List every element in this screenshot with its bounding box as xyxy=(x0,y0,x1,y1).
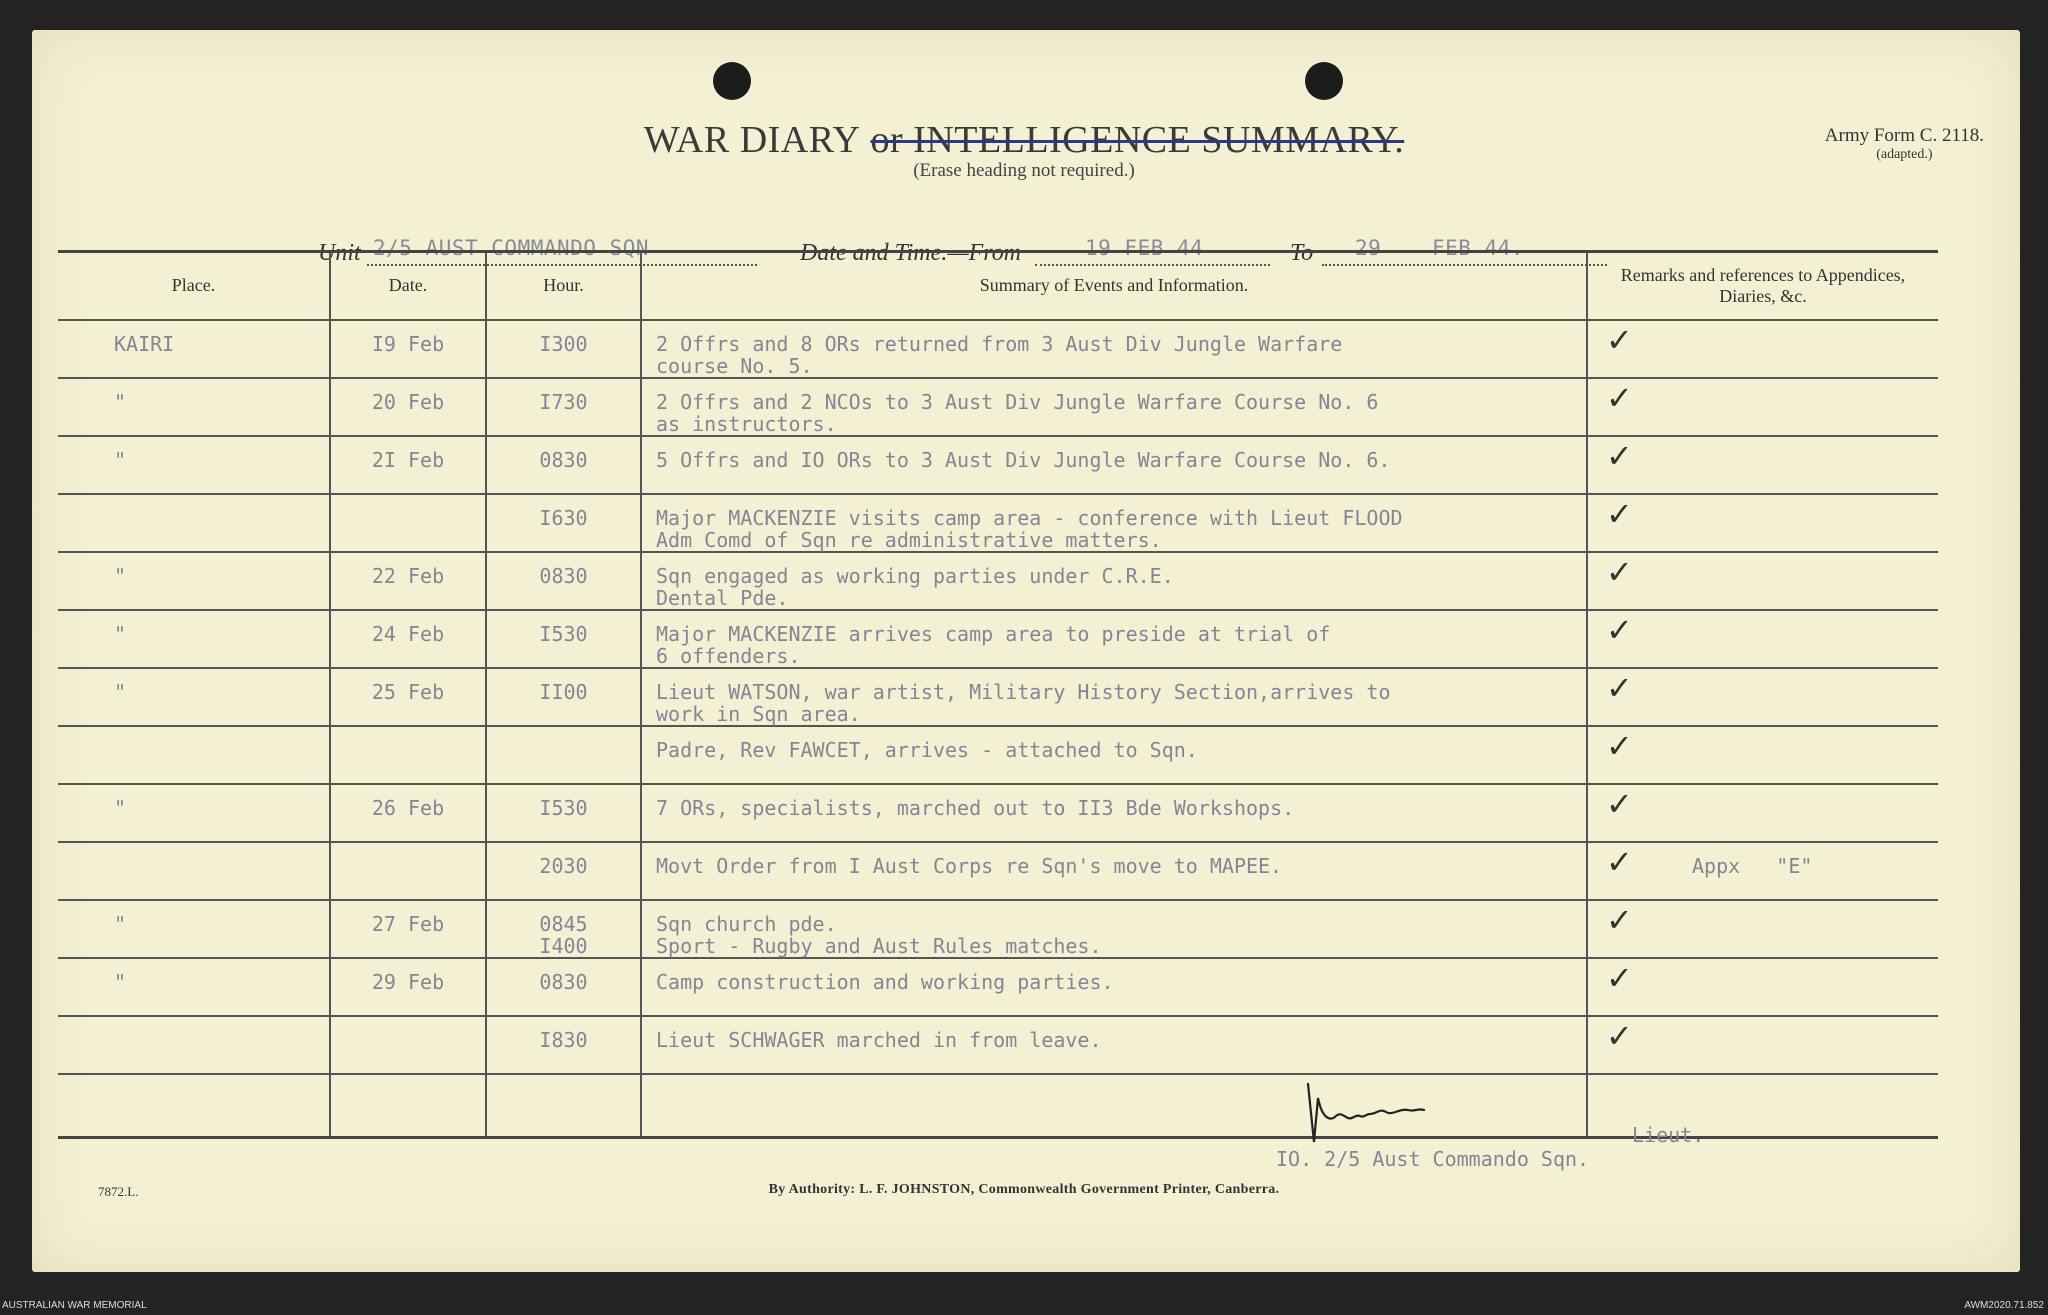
summary-line: Sqn church pde. xyxy=(656,911,837,936)
table-row xyxy=(58,726,1938,784)
place-cell xyxy=(58,1016,330,1074)
place-cell: " xyxy=(58,552,330,610)
table-row xyxy=(58,436,1938,494)
summary-line: work in Sqn area. xyxy=(656,701,861,726)
summary-line: Dental Pde. xyxy=(656,585,789,610)
summary-line: Lieut SCHWAGER marched in from leave. xyxy=(656,1027,1102,1052)
form-heading xyxy=(0,118,2048,162)
date-cell: 20 Feb xyxy=(330,378,486,436)
check-mark-icon: ✓ xyxy=(1606,320,1633,359)
check-mark-icon: ✓ xyxy=(1606,668,1633,707)
table-row xyxy=(58,320,1938,378)
table-row xyxy=(58,552,1938,610)
date-cell: 22 Feb xyxy=(330,552,486,610)
summary-line: as instructors. xyxy=(656,411,837,436)
check-mark-icon: ✓ xyxy=(1606,378,1633,417)
place-cell xyxy=(58,1074,330,1138)
summary-cell xyxy=(641,726,1587,784)
summary-cell xyxy=(641,1016,1587,1074)
punch-hole-right xyxy=(1305,62,1343,100)
place-cell: " xyxy=(58,958,330,1016)
hour-cell: 0830 xyxy=(486,958,641,1016)
hour-value: I400 xyxy=(539,933,588,958)
check-mark-icon: ✓ xyxy=(1606,552,1633,591)
hour-cell: 2030 xyxy=(486,842,641,900)
appendix-reference: Appx "E" xyxy=(1692,853,1813,878)
remarks-cell xyxy=(1587,1016,1938,1074)
title-struck: or INTELLIGENCE SUMMARY. xyxy=(870,119,1405,161)
summary-cell xyxy=(641,784,1587,842)
check-mark-icon: ✓ xyxy=(1606,900,1633,939)
date-cell xyxy=(330,1016,486,1074)
diary-table xyxy=(58,250,1938,1139)
summary-line: 2 Offrs and 8 ORs returned from 3 Aust Div Jungle Warfare xyxy=(656,331,1343,356)
summary-line: Adm Comd of Sqn re administrative matters. xyxy=(656,527,1162,552)
place-cell: " xyxy=(58,378,330,436)
summary-line: Major MACKENZIE visits camp area - conference with Lieut FLOOD xyxy=(656,505,1403,530)
summary-line: 2 Offrs and 2 NCOs to 3 Aust Div Jungle Warfare Course No. 6 xyxy=(656,389,1379,414)
summary-line: Padre, Rev FAWCET, arrives - attached to Sqn. xyxy=(656,737,1198,762)
check-mark-icon: ✓ xyxy=(1606,842,1633,881)
date-cell xyxy=(330,726,486,784)
summary-line: Sqn engaged as working parties under C.R.E. xyxy=(656,563,1174,588)
date-cell: I9 Feb xyxy=(330,320,486,378)
form-code: 7872.L. xyxy=(98,1184,139,1199)
date-cell: 27 Feb xyxy=(330,900,486,958)
hour-cell: 0830 xyxy=(486,552,641,610)
summary-cell xyxy=(641,610,1587,668)
summary-cell xyxy=(641,842,1587,900)
table-row xyxy=(58,378,1938,436)
remarks-cell xyxy=(1587,958,1938,1016)
summary-line: Camp construction and working parties. xyxy=(656,969,1114,994)
summary-cell xyxy=(641,494,1587,552)
to-day-value: 29 xyxy=(1355,236,1382,260)
summary-line: 6 offenders. xyxy=(656,643,801,668)
date-cell: 29 Feb xyxy=(330,958,486,1016)
place-cell: " xyxy=(58,668,330,726)
date-cell: 25 Feb xyxy=(330,668,486,726)
summary-line: Sport - Rugby and Aust Rules matches. xyxy=(656,933,1102,958)
date-cell: 24 Feb xyxy=(330,610,486,668)
hour-cell: II00 xyxy=(486,668,641,726)
table-row xyxy=(58,610,1938,668)
summary-line: Lieut WATSON, war artist, Military History Section,arrives to xyxy=(656,679,1391,704)
column-header-summary: Summary of Events and Information. xyxy=(641,252,1587,320)
printer-authority: By Authority: L. F. JOHNSTON, Commonwealth Government Printer, Canberra. xyxy=(768,1182,1280,1197)
date-cell xyxy=(330,494,486,552)
remarks-cell xyxy=(1587,842,1938,900)
remarks-cell xyxy=(1587,784,1938,842)
summary-cell xyxy=(641,668,1587,726)
column-header-hour: Hour. xyxy=(486,252,641,320)
remarks-cell xyxy=(1587,320,1938,378)
summary-line: course No. 5. xyxy=(656,353,813,378)
date-time-label: Date and Time.—From xyxy=(800,240,1022,266)
hour-cell xyxy=(486,726,641,784)
hour-cell xyxy=(486,1074,641,1138)
remarks-cell xyxy=(1587,378,1938,436)
hour-value: 0845 xyxy=(539,911,588,936)
table-row xyxy=(58,842,1938,900)
hour-cell: I530 xyxy=(486,784,641,842)
place-cell xyxy=(58,726,330,784)
place-cell: " xyxy=(58,784,330,842)
table-row xyxy=(58,494,1938,552)
remarks-cell xyxy=(1587,436,1938,494)
column-header-place: Place. xyxy=(58,252,330,320)
place-cell: " xyxy=(58,610,330,668)
archive-reference: AWM2020.71.852 xyxy=(1964,1300,2044,1311)
check-mark-icon: ✓ xyxy=(1606,1016,1633,1055)
check-mark-icon: ✓ xyxy=(1606,784,1633,823)
hour-cell: I630 xyxy=(486,494,641,552)
archive-caption: AUSTRALIAN WAR MEMORIAL xyxy=(2,1300,147,1311)
punch-hole-left xyxy=(713,62,751,100)
remarks-cell xyxy=(1587,494,1938,552)
unit-value: 2/5 AUST COMMANDO SQN xyxy=(373,236,650,260)
date-cell: 2I Feb xyxy=(330,436,486,494)
table-row xyxy=(58,668,1938,726)
table-row xyxy=(58,784,1938,842)
army-form-adapted: (adapted.) xyxy=(1876,146,1933,162)
signature-office: IO. 2/5 Aust Commando Sqn. xyxy=(1276,1147,1590,1171)
summary-cell xyxy=(641,958,1587,1016)
summary-line: Movt Order from I Aust Corps re Sqn's move to MAPEE. xyxy=(656,853,1283,878)
remarks-cell xyxy=(1587,552,1938,610)
to-label: To xyxy=(1290,240,1314,266)
place-cell xyxy=(58,842,330,900)
check-mark-icon: ✓ xyxy=(1606,494,1633,533)
hour-cell: I830 xyxy=(486,1016,641,1074)
date-cell xyxy=(330,842,486,900)
from-date-value: 19 FEB 44 xyxy=(1085,236,1204,260)
place-cell: " xyxy=(58,900,330,958)
handwritten-signature xyxy=(1300,1078,1460,1158)
check-mark-icon: ✓ xyxy=(1606,958,1633,997)
hour-cell: I530 xyxy=(486,610,641,668)
check-mark-icon: ✓ xyxy=(1606,726,1633,765)
signature-rank: Lieut. xyxy=(1632,1123,1705,1147)
date-cell: 26 Feb xyxy=(330,784,486,842)
hour-cell: I300 xyxy=(486,320,641,378)
hour-cell: 0830 xyxy=(486,436,641,494)
hour-cell: I730 xyxy=(486,378,641,436)
summary-cell xyxy=(641,436,1587,494)
summary-cell xyxy=(641,378,1587,436)
army-form-label xyxy=(1825,126,1984,162)
remarks-cell xyxy=(1587,668,1938,726)
place-cell: " xyxy=(58,436,330,494)
title-main: WAR DIARY xyxy=(643,119,861,161)
summary-cell xyxy=(641,900,1587,958)
remarks-cell xyxy=(1587,610,1938,668)
erase-note: (Erase heading not required.) xyxy=(913,160,1135,181)
summary-line: 7 ORs, specialists, marched out to II3 Bde Workshops. xyxy=(656,795,1295,820)
place-cell: KAIRI xyxy=(58,320,330,378)
date-cell xyxy=(330,1074,486,1138)
check-mark-icon: ✓ xyxy=(1606,610,1633,649)
summary-line: 5 Offrs and IO ORs to 3 Aust Div Jungle Warfare Course No. 6. xyxy=(656,447,1391,472)
column-header-remarks: Remarks and references to Appendices, Diaries, &c. xyxy=(1620,264,1906,306)
army-form-number: Army Form C. 2118. xyxy=(1824,125,1984,146)
summary-cell xyxy=(641,320,1587,378)
to-date-value: FEB 44. xyxy=(1432,236,1525,260)
remarks-cell xyxy=(1587,726,1938,784)
unit-label: Unit xyxy=(318,240,361,266)
summary-cell xyxy=(641,552,1587,610)
check-mark-icon: ✓ xyxy=(1606,436,1633,475)
table-row xyxy=(58,958,1938,1016)
place-cell xyxy=(58,494,330,552)
table-row xyxy=(58,900,1938,958)
table-row xyxy=(58,1016,1938,1074)
hour-cell xyxy=(486,900,641,958)
remarks-cell xyxy=(1587,900,1938,958)
table-header xyxy=(58,252,1938,320)
summary-line: Major MACKENZIE arrives camp area to preside at trial of xyxy=(656,621,1331,646)
column-header-date: Date. xyxy=(330,252,486,320)
